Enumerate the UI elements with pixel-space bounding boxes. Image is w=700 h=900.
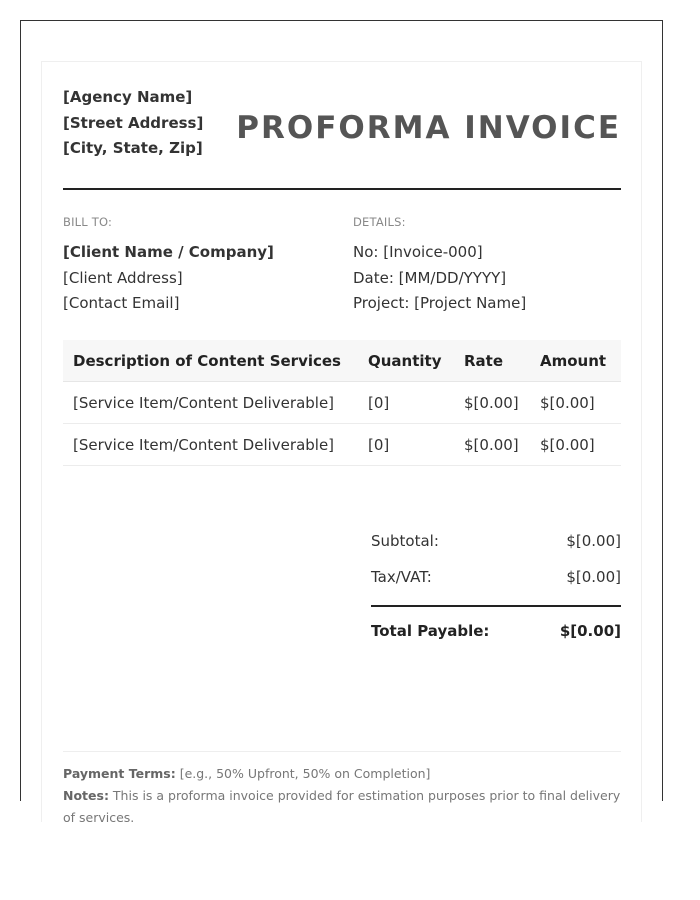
notes — [63, 785, 621, 829]
row-rate: $[0.00] — [454, 382, 530, 424]
invoice-header — [63, 83, 621, 190]
row-rate: $[0.00] — [454, 424, 530, 466]
row-description: [Service Item/Content Deliverable] — [63, 382, 358, 424]
column-header-description: Description of Content Services — [63, 340, 358, 382]
total-label: Total Payable: — [371, 622, 490, 640]
invoice-date: Date: [MM/DD/YYYY] — [353, 268, 507, 287]
project-name: Project: [Project Name] — [353, 294, 527, 312]
row-description: [Service Item/Content Deliverable] — [63, 424, 358, 466]
total-value: $[0.00] — [559, 622, 621, 640]
table-row — [63, 382, 621, 424]
payment-terms-text: [e.g., 50% Upfront, 50% on Completion] — [175, 766, 431, 781]
invoice-meta — [63, 190, 621, 340]
agency-block — [63, 85, 203, 162]
total-row — [371, 605, 621, 655]
row-amount: $[0.00] — [530, 382, 621, 424]
document-title: PROFORMA INVOICE — [236, 110, 621, 146]
client-email: [Contact Email] — [63, 294, 180, 312]
agency-street: [Street Address] — [63, 113, 204, 132]
page-frame — [20, 20, 663, 825]
invoice-number: No: [Invoice-000] — [353, 243, 483, 261]
tax-label: Tax/VAT: — [371, 568, 432, 586]
tax-value: $[0.00] — [566, 568, 621, 586]
invoice-footer — [63, 751, 621, 829]
bill-to-section — [63, 215, 274, 317]
payment-terms-label: Payment Terms: — [63, 766, 176, 781]
row-quantity: [0] — [358, 424, 454, 466]
agency-city: [City, State, Zip] — [63, 139, 203, 157]
notes-label: Notes: — [63, 788, 109, 803]
client-name: [Client Name / Company] — [63, 243, 274, 261]
row-quantity: [0] — [358, 382, 454, 424]
details-section — [353, 215, 526, 317]
row-amount: $[0.00] — [530, 424, 621, 466]
client-address: [Client Address] — [63, 268, 183, 287]
payment-terms — [63, 763, 621, 785]
subtotal-label: Subtotal: — [371, 532, 439, 550]
column-header-rate: Rate — [454, 340, 530, 382]
services-table — [63, 340, 621, 466]
table-header-row — [63, 340, 621, 382]
table-row — [63, 424, 621, 466]
totals-block — [371, 523, 621, 655]
tax-row — [371, 559, 621, 595]
agency-name: [Agency Name] — [63, 88, 193, 106]
details-label: DETAILS: — [353, 215, 406, 229]
subtotal-row — [371, 523, 621, 559]
invoice-sheet — [41, 61, 642, 825]
column-header-quantity: Quantity — [358, 340, 454, 382]
notes-text: This is a proforma invoice provided for estimation purposes prior to final delivery of services. — [63, 788, 621, 825]
bill-to-label: BILL TO: — [63, 215, 113, 229]
column-header-amount: Amount — [530, 340, 621, 382]
invoice-content — [63, 83, 621, 825]
subtotal-value: $[0.00] — [566, 532, 621, 550]
